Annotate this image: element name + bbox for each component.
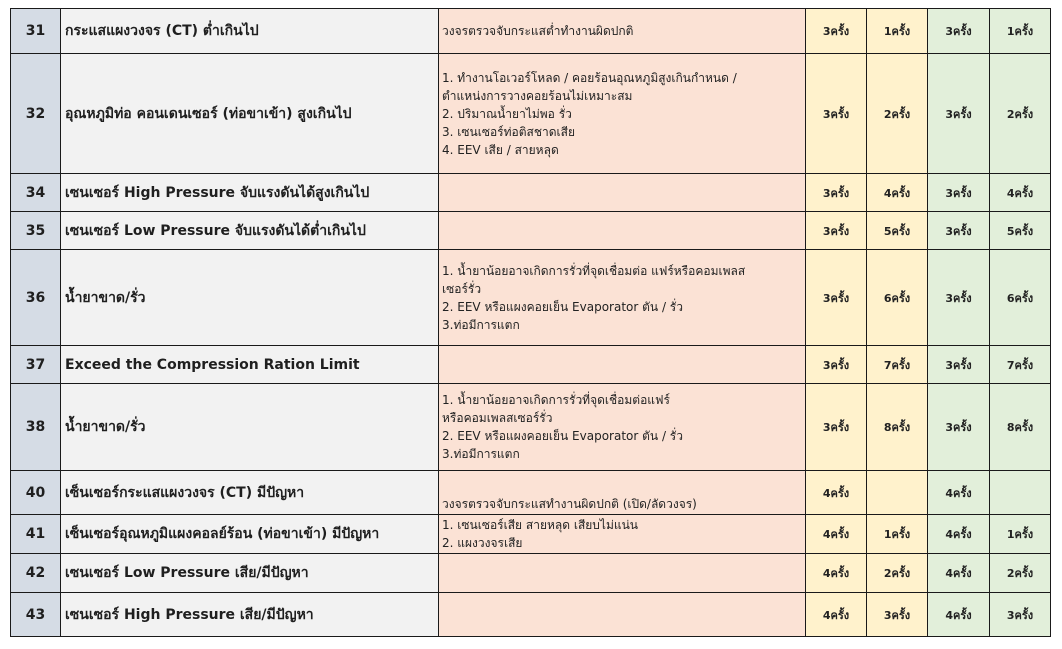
cause-line: วงจรตรวจจับกระแสต่ำทำงานผิดปกติ <box>442 24 634 38</box>
count-cell-1: 4ครั้ง <box>806 471 867 515</box>
table-body <box>11 9 1051 637</box>
count-cell-4: 1ครั้ง <box>990 9 1051 54</box>
error-code-cell: 38 <box>11 384 61 471</box>
count-cell-3: 3ครั้ง <box>928 384 990 471</box>
table-row <box>11 250 1051 346</box>
cause-line: 2. EEV หรือแผงคอยเย็น Evaporator ตัน / รั่ว <box>442 429 683 443</box>
count-cell-1: 4ครั้ง <box>806 515 867 554</box>
error-code-table <box>10 8 1051 637</box>
cause-line: เซอร์รั่ว <box>442 281 482 296</box>
cause-line: วงจรตรวจจับกระแสทำงานผิดปกติ (เปิด/ลัดวงจร) <box>442 497 697 511</box>
cause-lines <box>442 495 805 513</box>
count-cell-2: 1ครั้ง <box>867 9 928 54</box>
count-cell-1: 3ครั้ง <box>806 174 867 212</box>
count-cell-3: 4ครั้ง <box>928 593 990 637</box>
count-cell-2: 2ครั้ง <box>867 54 928 174</box>
cause-cell <box>439 9 806 54</box>
count-cell-2: 7ครั้ง <box>867 346 928 384</box>
error-description-cell: เซนเซอร์ High Pressure เสีย/มีปัญหา <box>61 593 439 637</box>
table-row <box>11 593 1051 637</box>
cause-line: 1. น้ำยาน้อยอาจเกิดการรั่วที่จุดเชื่อมต่อ แฟร์หรือคอมเพลส <box>442 263 746 278</box>
count-cell-3: 3ครั้ง <box>928 9 990 54</box>
count-cell-2 <box>867 471 928 515</box>
error-description-cell: น้ำยาขาด/รั่ว <box>61 384 439 471</box>
table-row <box>11 174 1051 212</box>
cause-line: 3.ท่อมีการแตก <box>442 447 520 461</box>
count-cell-1: 4ครั้ง <box>806 593 867 637</box>
cause-lines <box>442 262 805 334</box>
count-cell-4: 7ครั้ง <box>990 346 1051 384</box>
cause-cell <box>439 346 806 384</box>
count-cell-3: 4ครั้ง <box>928 554 990 593</box>
error-code-cell: 37 <box>11 346 61 384</box>
cause-line: 2. แผงวงจรเสีย <box>442 536 523 550</box>
count-cell-3: 3ครั้ง <box>928 174 990 212</box>
cause-cell <box>439 593 806 637</box>
table-row <box>11 212 1051 250</box>
cause-cell <box>439 250 806 346</box>
count-cell-1: 3ครั้ง <box>806 212 867 250</box>
error-code-cell: 41 <box>11 515 61 554</box>
error-description-cell: Exceed the Compression Ration Limit <box>61 346 439 384</box>
error-description-cell: เซ็นเซอร์กระแสแผงวงจร (CT) มีปัญหา <box>61 471 439 515</box>
cause-line: 1. น้ำยาน้อยอาจเกิดการรั่วที่จุดเชื่อมต่อแฟร์ <box>442 393 670 407</box>
count-cell-1: 3ครั้ง <box>806 346 867 384</box>
cause-cell <box>439 554 806 593</box>
error-description-cell: อุณหภูมิท่อ คอนเดนเซอร์ (ท่อขาเข้า) สูงเกินไป <box>61 54 439 174</box>
count-cell-2: 1ครั้ง <box>867 515 928 554</box>
cause-lines <box>442 22 805 40</box>
count-cell-4: 6ครั้ง <box>990 250 1051 346</box>
count-cell-3: 3ครั้ง <box>928 346 990 384</box>
count-cell-1: 3ครั้ง <box>806 54 867 174</box>
cause-line: 1. ทำงานโอเวอร์โหลด / คอยร้อนอุณหภูมิสูงเกินกำหนด / <box>442 70 737 85</box>
count-cell-4: 4ครั้ง <box>990 174 1051 212</box>
count-cell-4: 8ครั้ง <box>990 384 1051 471</box>
cause-line: ตำแหน่งการวางคอยร้อนไม่เหมาะสม <box>442 88 633 103</box>
cause-line: 2. ปริมาณน้ำยาไม่พอ รั่ว <box>442 106 572 121</box>
cause-line: 1. เซนเซอร์เสีย สายหลุด เสียบไม่แน่น <box>442 518 639 532</box>
count-cell-2: 2ครั้ง <box>867 554 928 593</box>
count-cell-2: 3ครั้ง <box>867 593 928 637</box>
count-cell-4: 1ครั้ง <box>990 515 1051 554</box>
error-code-cell: 32 <box>11 54 61 174</box>
cause-line: 3. เซนเซอร์ท่อติสชาดเสีย <box>442 124 575 139</box>
error-code-cell: 43 <box>11 593 61 637</box>
cause-lines <box>442 69 805 159</box>
cause-cell <box>439 174 806 212</box>
error-code-cell: 40 <box>11 471 61 515</box>
count-cell-3: 4ครั้ง <box>928 471 990 515</box>
error-description-cell: เซนเซอร์ Low Pressure จับแรงดันได้ต่ำเกินไป <box>61 212 439 250</box>
table-row <box>11 54 1051 174</box>
count-cell-2: 6ครั้ง <box>867 250 928 346</box>
cause-cell <box>439 212 806 250</box>
count-cell-2: 4ครั้ง <box>867 174 928 212</box>
error-code-cell: 42 <box>11 554 61 593</box>
cause-lines <box>442 391 805 463</box>
cause-cell <box>439 471 806 515</box>
error-code-cell: 35 <box>11 212 61 250</box>
count-cell-3: 3ครั้ง <box>928 212 990 250</box>
count-cell-4: 3ครั้ง <box>990 593 1051 637</box>
error-description-cell: เซ็นเซอร์อุณหภูมิแผงคอลย์ร้อน (ท่อขาเข้า) มีปัญหา <box>61 515 439 554</box>
count-cell-3: 3ครั้ง <box>928 250 990 346</box>
cause-line: 4. EEV เสีย / สายหลุด <box>442 142 559 157</box>
cause-cell <box>439 515 806 554</box>
cause-cell <box>439 384 806 471</box>
count-cell-2: 5ครั้ง <box>867 212 928 250</box>
cause-line: 3.ท่อมีการแตก <box>442 317 520 332</box>
error-description-cell: กระแสแผงวงจร (CT) ต่ำเกินไป <box>61 9 439 54</box>
error-code-table-wrapper <box>10 8 1050 637</box>
table-row <box>11 346 1051 384</box>
count-cell-4: 2ครั้ง <box>990 54 1051 174</box>
table-row <box>11 384 1051 471</box>
table-row <box>11 9 1051 54</box>
count-cell-4: 2ครั้ง <box>990 554 1051 593</box>
error-code-cell: 34 <box>11 174 61 212</box>
count-cell-2: 8ครั้ง <box>867 384 928 471</box>
count-cell-4 <box>990 471 1051 515</box>
count-cell-3: 4ครั้ง <box>928 515 990 554</box>
table-row <box>11 515 1051 554</box>
table-row <box>11 471 1051 515</box>
error-code-cell: 31 <box>11 9 61 54</box>
table-row <box>11 554 1051 593</box>
error-code-cell: 36 <box>11 250 61 346</box>
count-cell-1: 3ครั้ง <box>806 9 867 54</box>
count-cell-1: 4ครั้ง <box>806 554 867 593</box>
error-description-cell: เซนเซอร์ High Pressure จับแรงดันได้สูงเกินไป <box>61 174 439 212</box>
cause-cell <box>439 54 806 174</box>
count-cell-3: 3ครั้ง <box>928 54 990 174</box>
count-cell-4: 5ครั้ง <box>990 212 1051 250</box>
cause-lines <box>442 516 805 552</box>
count-cell-1: 3ครั้ง <box>806 384 867 471</box>
error-description-cell: เซนเซอร์ Low Pressure เสีย/มีปัญหา <box>61 554 439 593</box>
error-description-cell: น้ำยาขาด/รั่ว <box>61 250 439 346</box>
cause-line: หรือคอมเพลสเซอร์รั่ว <box>442 411 553 425</box>
count-cell-1: 3ครั้ง <box>806 250 867 346</box>
cause-line: 2. EEV หรือแผงคอยเย็น Evaporator ตัน / รั่ว <box>442 299 683 314</box>
